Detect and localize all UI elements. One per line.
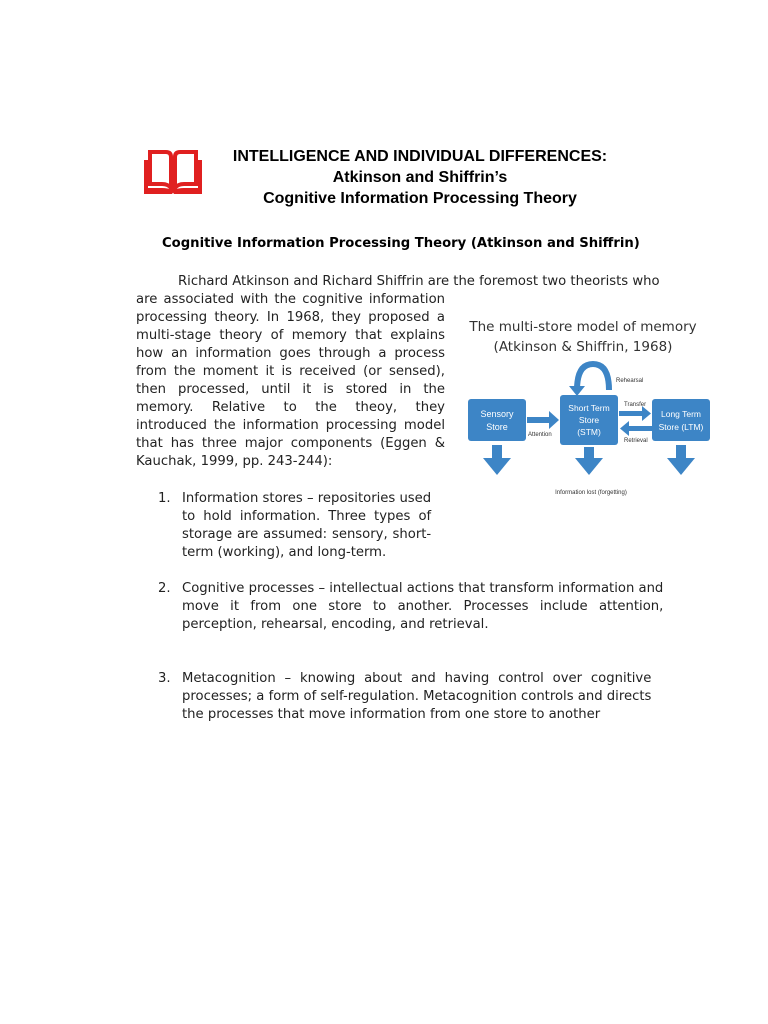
list-number: 3. [158, 671, 171, 686]
forgetting-arrow [676, 445, 686, 459]
open-book-icon [138, 146, 208, 198]
sensory-store-box [468, 399, 526, 441]
list-line: Cognitive processes – intellectual actions that transform information and [182, 581, 664, 596]
multi-store-model-diagram [465, 312, 710, 502]
list-item-text [182, 580, 663, 634]
retrieval-arrow [628, 426, 652, 431]
short-term-store-label: Store [578, 415, 600, 425]
transfer-arrow [619, 411, 643, 416]
attention-arrow [527, 417, 551, 423]
transfer-label: Transfer [624, 402, 647, 408]
forgetting-arrowhead [483, 458, 511, 475]
forgetting-arrow [492, 445, 502, 459]
sensory-store-label: Store [486, 422, 508, 432]
list-line: perception, rehearsal, encoding, and retrieval. [182, 617, 489, 632]
diagram-subtitle: (Atkinson & Shiffrin, 1968) [493, 339, 673, 355]
list-item [158, 490, 446, 562]
paragraph-line: Kauchak, 1999, pp. 243-244): [136, 454, 333, 469]
section-heading: Cognitive Information Processing Theory (Atkinson and Shiffrin) [162, 236, 640, 251]
page-title [210, 146, 630, 209]
long-term-store-label: Store (LTM) [658, 422, 704, 432]
short-term-store-label: Short Term [568, 403, 610, 413]
intro-first-line: Richard Atkinson and Richard Shiffrin are the foremost two theorists who [178, 274, 660, 289]
forgetting-arrowhead [667, 458, 695, 475]
short-term-store-label: (STM) [577, 427, 601, 437]
intro-paragraph [136, 291, 445, 471]
list-line: term (working), and long-term. [182, 545, 387, 560]
list-line: Metacognition – knowing about and having control over cognitive [182, 671, 652, 686]
diagram-title: The multi-store model of memory [469, 319, 697, 335]
list-line: storage are assumed: sensory, short- [182, 527, 432, 542]
list-number: 1. [158, 491, 171, 506]
rehearsal-arrowhead [569, 386, 585, 396]
retrieval-arrowhead [620, 421, 629, 436]
paragraph-line: introduced the information processing model [136, 418, 445, 433]
list-line: to hold information. Three types of [182, 509, 432, 524]
list-item [158, 670, 678, 724]
long-term-store-box [652, 399, 710, 441]
paragraph-line: are associated with the cognitive information [136, 292, 445, 307]
title-line: INTELLIGENCE AND INDIVIDUAL DIFFERENCES: [232, 148, 608, 165]
list-line: Information stores – repositories used [182, 491, 432, 506]
list-line: the processes that move information from one store to another [182, 707, 601, 722]
paragraph-line: multi-stage theory of memory that explains [136, 328, 445, 343]
paragraph-line: memory. Relative to the theoy, they [136, 400, 445, 415]
list-line: move it from one store to another. Processes include attention, [182, 599, 664, 614]
list-line: processes; a form of self-regulation. Metacognition controls and directs [182, 689, 652, 704]
paragraph-line: how an information goes through a process [136, 346, 445, 361]
forgetting-arrowhead [575, 458, 603, 475]
sensory-store-label: Sensory [480, 409, 514, 419]
attention-arrowhead [549, 411, 559, 429]
paragraph-line: from the moment it is received (or sensed), [136, 364, 445, 379]
forgetting-label: Information lost (forgetting) [555, 490, 627, 496]
title-line: Atkinson and Shiffrin’s [332, 169, 508, 186]
transfer-arrowhead [642, 406, 651, 421]
rehearsal-label: Rehearsal [616, 378, 644, 384]
retrieval-label: Retrieval [624, 438, 648, 444]
forgetting-arrow [584, 447, 594, 459]
list-item [158, 580, 678, 634]
paragraph-line: then processed, until it is stored in the [136, 382, 445, 397]
long-term-store-label: Long Term [660, 409, 702, 419]
title-line: Cognitive Information Processing Theory [263, 190, 577, 207]
paragraph-line: that has three major components (Eggen & [136, 436, 445, 451]
list-number: 2. [158, 581, 171, 596]
paragraph-line: processing theory. In 1968, they proposed a [136, 310, 445, 325]
list-item-text [182, 670, 651, 724]
list-item-text [182, 490, 431, 562]
attention-label: Attention [528, 432, 552, 438]
